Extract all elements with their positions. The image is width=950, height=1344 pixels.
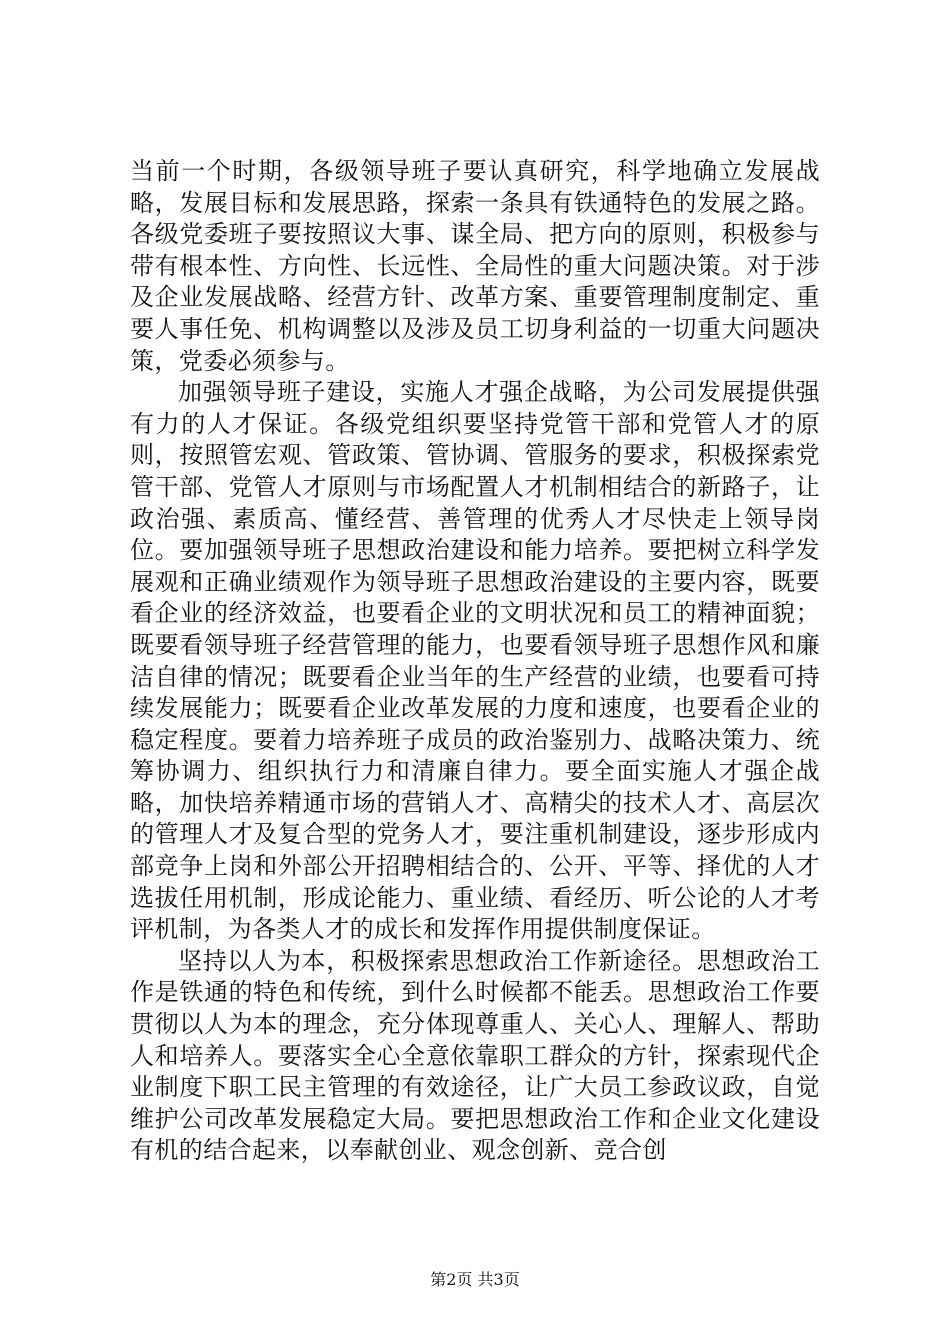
paragraph-2: 加强领导班子建设，实施人才强企战略，为公司发展提供强有力的人才保证。各级党组织要坚持党管干部和党管人才的原则，按照管宏观、管政策、管协调、管服务的要求，积极探索党管干部、党管人才原则与市场配置人才机制相结合的新路子，让政治强、素质高、懂经营、善管理的优秀人才尽快走上领导岗位。要加强领导班子思想政治建设和能力培养。要把树立科学发展观和正确业绩观作为领导班子思想政治建设的主要内容，既要看企业的经济效益，也要看企业的文明状况和员工的精神面貌；既要看领导班子经营管理的能力，也要看领导班子思想作风和廉洁自律的情况；既要看企业当年的生产经营的业绩，也要看可持续发展能力；既要看企业改革发展的力度和速度，也要看企业的稳定程度。要着力培养班子成员的政治鉴别力、战略决策力、统筹协调力、组织执行力和清廉自律力。要全面实施人才强企战略，加快培养精通市场的营销人才、高精尖的技术人才、高层次的管理人才及复合型的党务人才，要注重机制建设，逐步形成内部竞争上岗和外部公开招聘相结合的、公开、平等、择优的人才选拔任用机制，形成论能力、重业绩、看经历、听公论的人才考评机制，为各类人才的成长和发挥作用提供制度保证。 (130, 378, 820, 944)
paragraph-1: 当前一个时期，各级领导班子要认真研究，科学地确立发展战略，发展目标和发展思路，探索一条具有铁通特色的发展之路。各级党委班子要按照议大事、谋全局、把方向的原则，积极参与带有根本性、方向性、长远性、全局性的重大问题决策。对于涉及企业发展战略、经营方针、改革方案、重要管理制度制定、重要人事任免、机构调整以及涉及员工切身利益的一切重大问题决策，党委必须参与。 (130, 157, 820, 375)
page-number-footer: 第2页 共3页 (430, 1270, 520, 1289)
document-body (130, 156, 820, 1167)
paragraph-3: 坚持以人为本，积极探索思想政治工作新途径。思想政治工作是铁通的特色和传统，到什么时候都不能丢。思想政治工作要贯彻以人为本的理念，充分体现尊重人、关心人、理解人、帮助人和培养人。要落实全心全意依靠职工群众的方针，探索现代企业制度下职工民主管理的有效途径，让广大员工参政议政，自觉维护公司改革发展稳定大局。要把思想政治工作和企业文化建设有机的结合起来，以奉献创业、观念创新、竞合创 (130, 946, 820, 1165)
